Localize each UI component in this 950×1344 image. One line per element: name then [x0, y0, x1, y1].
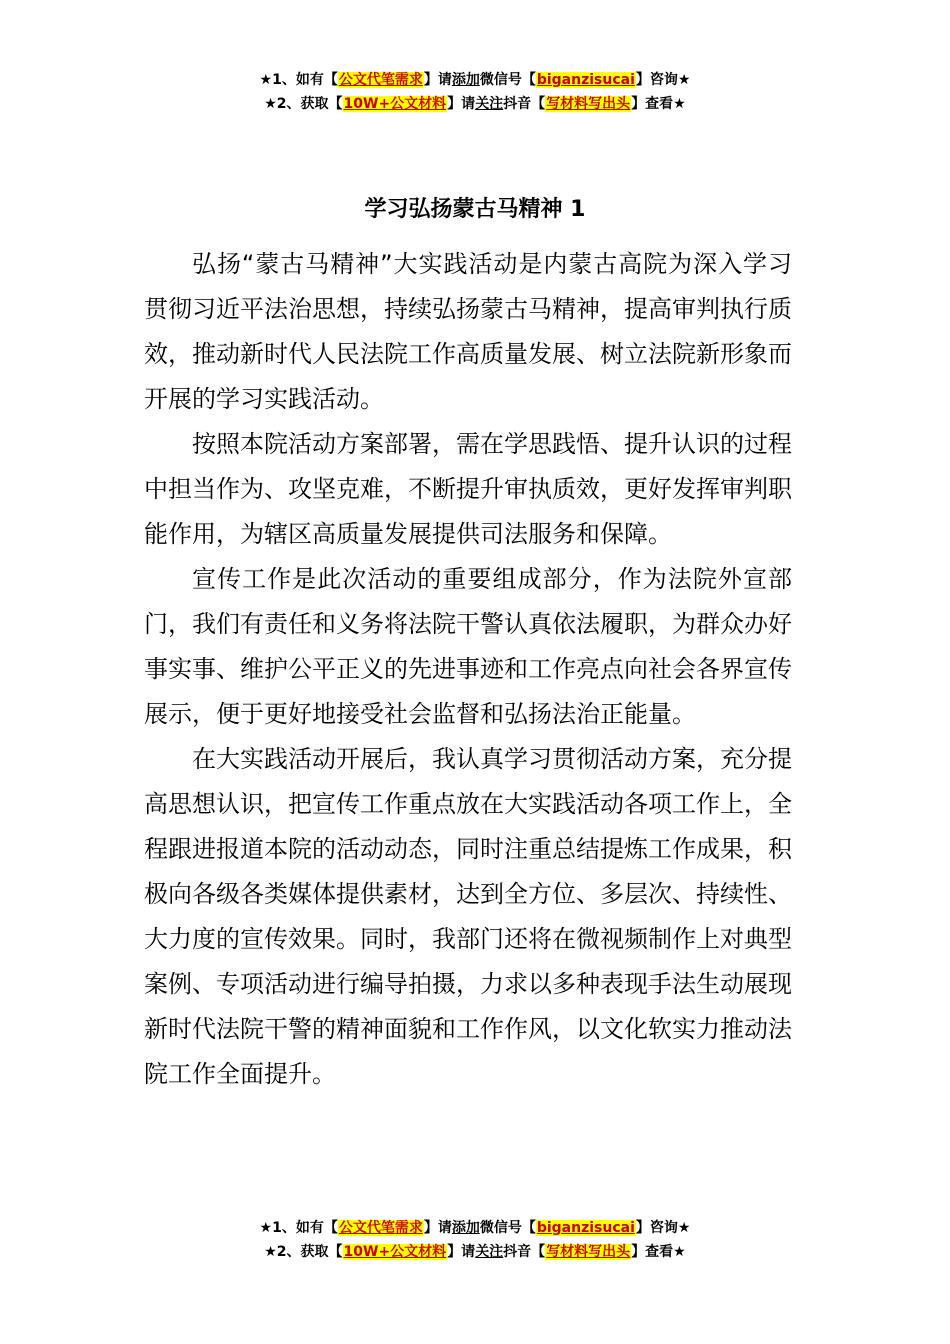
promo-highlight-wechat-id: biganzisucai — [536, 1220, 635, 1236]
promo-highlight-wechat-id: biganzisucai — [536, 72, 635, 88]
promo-line-2 — [0, 92, 950, 116]
promo-highlight-douyin-id: 写材料写出头 — [546, 1244, 631, 1260]
promo-underline-add: 添加 — [451, 1220, 480, 1236]
promo-text: 抖音【 — [503, 96, 546, 112]
promo-text: 抖音【 — [503, 1244, 546, 1260]
promo-text: 】请 — [447, 96, 476, 112]
bottom-promo-banner — [0, 1216, 950, 1264]
promo-line-1 — [0, 68, 950, 92]
paragraph-3: 宣传工作是此次活动的重要组成部分，作为法院外宣部门，我们有责任和义务将法院干警认真依法履职，为群众办好事实事、维护公平正义的先进事迹和工作亮点向社会各界宣传展示，便于更好地接受社会监督和弘扬法治正能量。 — [144, 565, 792, 728]
promo-text: 微信号【 — [479, 1220, 536, 1236]
promo-text: 】请 — [423, 1220, 452, 1236]
promo-highlight-materials: 10W+公文材料 — [343, 96, 447, 112]
promo-underline-follow: 关注 — [475, 1244, 504, 1260]
promo-text: 】请 — [423, 72, 452, 88]
promo-text: 微信号【 — [479, 72, 536, 88]
promo-highlight-materials: 10W+公文材料 — [343, 1244, 447, 1260]
promo-line-2 — [0, 1240, 950, 1264]
promo-text: ★1、如有【 — [259, 1220, 338, 1236]
document-title: 学习弘扬蒙古马精神 1 — [364, 197, 586, 222]
paragraph-1: 弘扬“蒙古马精神”大实践活动是内蒙古高院为深入学习贯彻习近平法治思想，持续弘扬蒙古马精神，提高审判执行质效，推动新时代人民法院工作高质量发展、树立法院新形象而开展的学习实践活动。 — [144, 250, 792, 413]
promo-underline-add: 添加 — [451, 72, 480, 88]
promo-text: 】查看★ — [631, 96, 686, 112]
promo-text: 】咨询★ — [635, 1220, 691, 1236]
promo-text: 】咨询★ — [635, 72, 691, 88]
promo-text: ★1、如有【 — [259, 72, 338, 88]
promo-highlight-service: 公文代笔需求 — [338, 1220, 423, 1236]
promo-text: ★2、获取【 — [264, 1244, 343, 1260]
promo-underline-follow: 关注 — [475, 96, 504, 112]
paragraph-4: 在大实践活动开展后，我认真学习贯彻活动方案，充分提高思想认识，把宣传工作重点放在大实践活动各项工作上，全程跟进报道本院的活动动态，同时注重总结提炼工作成果，积极向各级各类媒体提供素材，达到全方位、多层次、持续性、大力度的宣传效果。同时，我部门还将在微视频制作上对典型案例、专项活动进行编导拍摄，力求以多种表现手法生动展现新时代法院干警的精神面貌和工作作风，以文化软实力推动法院工作全面提升。 — [144, 745, 792, 1088]
promo-highlight-service: 公文代笔需求 — [338, 72, 423, 88]
document-body — [144, 242, 792, 1097]
promo-line-1 — [0, 1216, 950, 1240]
promo-highlight-douyin-id: 写材料写出头 — [546, 96, 631, 112]
promo-text: ★2、获取【 — [264, 96, 343, 112]
promo-text: 】查看★ — [631, 1244, 686, 1260]
promo-text: 】请 — [447, 1244, 476, 1260]
top-promo-banner — [0, 68, 950, 116]
paragraph-2: 按照本院活动方案部署，需在学思践悟、提升认识的过程中担当作为、攻坚克难，不断提升审执质效，更好发挥审判职能作用，为辖区高质量发展提供司法服务和保障。 — [144, 430, 792, 548]
